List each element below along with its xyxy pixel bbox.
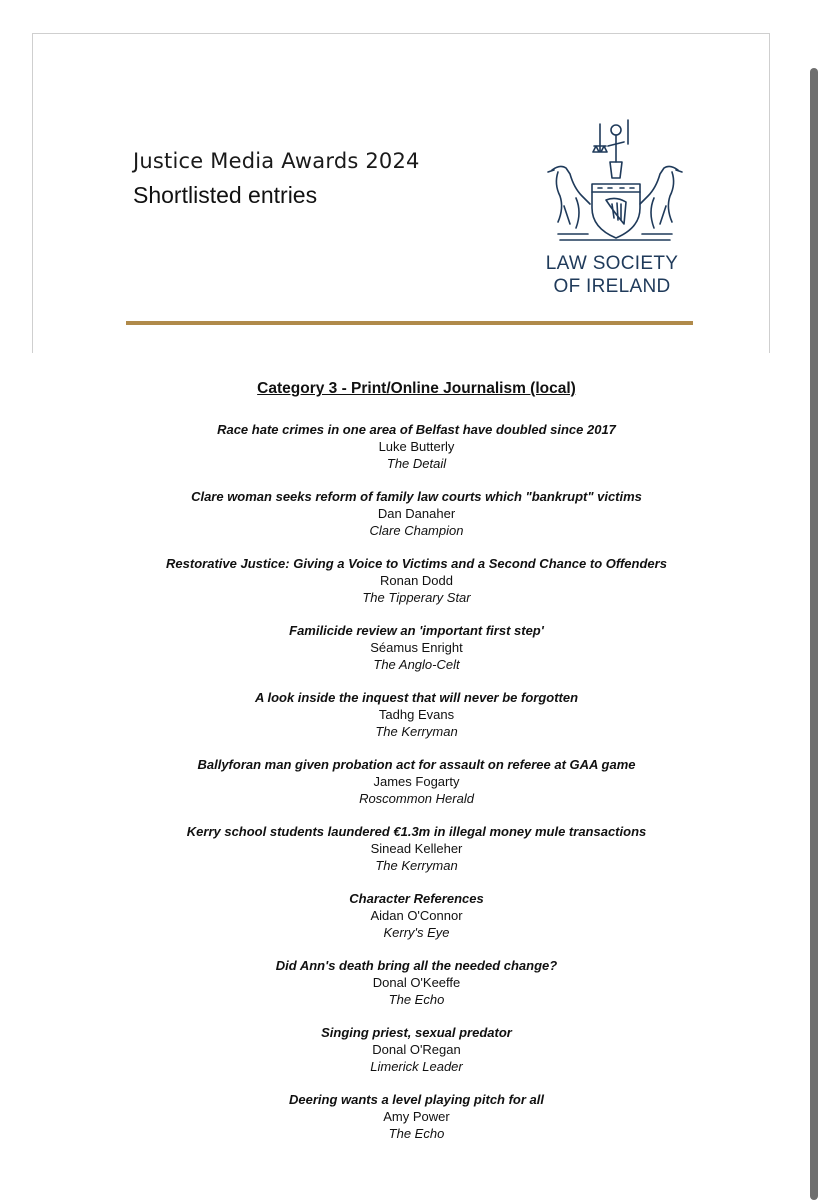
- category-heading: Category 3 - Print/Online Journalism (local): [257, 380, 576, 397]
- entry-author: Amy Power: [383, 1109, 450, 1124]
- entry-outlet: The Detail: [386, 456, 447, 471]
- entry-outlet: Limerick Leader: [370, 1059, 463, 1074]
- list-item: [0, 823, 823, 890]
- law-society-crest-icon: [530, 112, 700, 247]
- list-item: [0, 555, 823, 622]
- entry-author: Séamus Enright: [370, 640, 463, 655]
- entry-outlet: The Kerryman: [375, 858, 458, 873]
- list-item: [0, 622, 823, 689]
- entry-headline: Restorative Justice: Giving a Voice to Victims and a Second Chance to Offenders: [166, 556, 667, 571]
- header-divider: [126, 321, 693, 325]
- entry-outlet: The Anglo-Celt: [373, 657, 460, 672]
- entry-headline: Singing priest, sexual predator: [321, 1025, 512, 1040]
- list-item: [0, 1091, 823, 1158]
- document-title: Justice Media Awards 2024: [133, 149, 420, 173]
- logo-text-line-2: OF IRELAND: [553, 276, 671, 297]
- entry-outlet: Kerry's Eye: [383, 925, 450, 940]
- entry-author: Luke Butterly: [378, 439, 455, 454]
- entry-author: Donal O'Keeffe: [372, 975, 461, 990]
- law-society-logo-text: [532, 252, 692, 298]
- entry-headline: Race hate crimes in one area of Belfast have doubled since 2017: [217, 422, 616, 437]
- list-item: [0, 756, 823, 823]
- entry-author: Aidan O'Connor: [370, 908, 463, 923]
- entry-author: Ronan Dodd: [380, 573, 453, 588]
- entry-headline: Ballyforan man given probation act for assault on referee at GAA game: [197, 757, 636, 772]
- entry-author: Sinead Kelleher: [370, 841, 463, 856]
- entry-outlet: The Echo: [388, 1126, 445, 1141]
- entry-author: Tadhg Evans: [378, 707, 455, 722]
- list-item: [0, 488, 823, 555]
- list-item: [0, 890, 823, 957]
- entries-list: [0, 421, 823, 1158]
- list-item: [0, 957, 823, 1024]
- entry-outlet: The Echo: [388, 992, 445, 1007]
- entry-headline: Character References: [349, 891, 484, 906]
- entry-author: Dan Danaher: [377, 506, 456, 521]
- entry-outlet: The Kerryman: [375, 724, 458, 739]
- document-subtitle: Shortlisted entries: [133, 182, 318, 208]
- entry-headline: Familicide review an 'important first step': [289, 623, 544, 638]
- entry-author: Donal O'Regan: [372, 1042, 461, 1057]
- list-item: [0, 1024, 823, 1091]
- entry-headline: Clare woman seeks reform of family law courts which "bankrupt" victims: [191, 489, 642, 504]
- entry-headline: Did Ann's death bring all the needed change?: [275, 958, 558, 973]
- entry-outlet: The Tipperary Star: [362, 590, 471, 605]
- list-item: [0, 421, 823, 488]
- logo-text-line-1: LAW SOCIETY: [545, 253, 679, 274]
- entry-outlet: Roscommon Herald: [359, 791, 474, 806]
- entry-headline: Deering wants a level playing pitch for all: [288, 1092, 544, 1107]
- entry-headline: Kerry school students laundered €1.3m in illegal money mule transactions: [186, 824, 647, 839]
- entry-headline: A look inside the inquest that will never be forgotten: [254, 690, 579, 705]
- list-item: [0, 689, 823, 756]
- entry-author: James Fogarty: [373, 774, 460, 789]
- entry-outlet: Clare Champion: [369, 523, 464, 538]
